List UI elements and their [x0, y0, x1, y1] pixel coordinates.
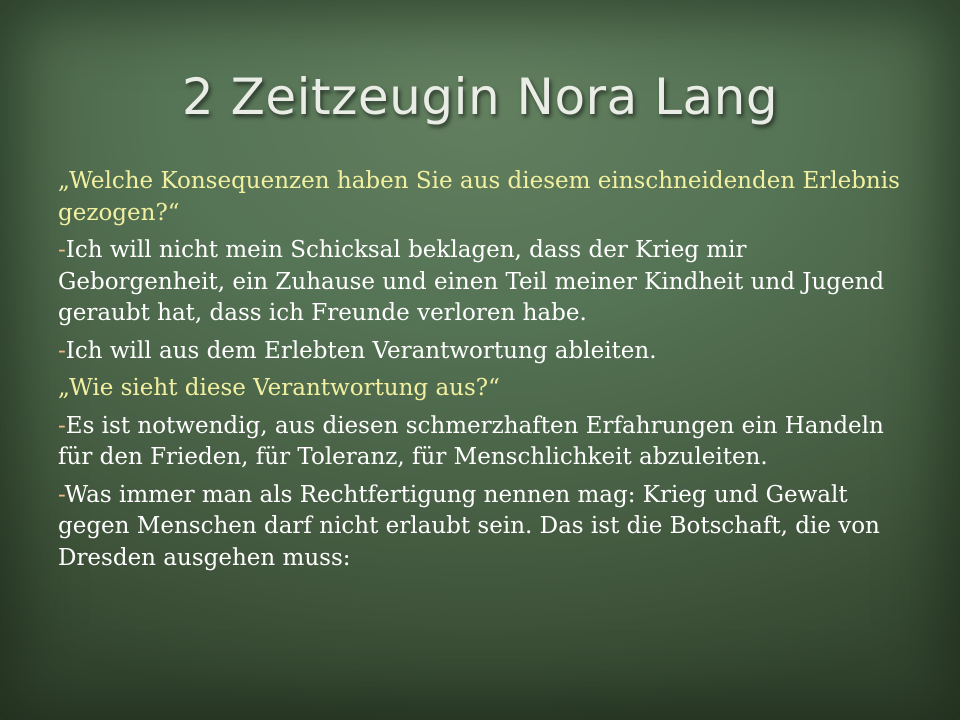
answer-paragraph: [58, 480, 908, 575]
paragraph-text: Was immer man als Rechtfertigung nennen mag: Krieg und Gewalt gegen Menschen darf nicht erlaubt sein. Das ist die Botschaft, die von Dresden ausgehen muss:: [58, 481, 880, 571]
bullet-dash: -: [58, 481, 65, 508]
answer-paragraph: [58, 235, 908, 330]
paragraph-text: „Wie sieht diese Verantwortung aus?“: [58, 375, 500, 401]
answer-paragraph: [58, 336, 908, 368]
paragraph-text: „Welche Konsequenzen haben Sie aus diesem einschneidenden Erlebnis gezogen?“: [58, 168, 900, 226]
answer-paragraph: [58, 411, 908, 474]
slide-title: 2 Zeitzeugin Nora Lang: [181, 68, 779, 126]
bullet-dash: -: [58, 337, 66, 364]
bullet-dash: -: [58, 237, 66, 263]
slide-body: [58, 166, 908, 580]
question-paragraph: [58, 166, 908, 229]
bullet-dash: -: [58, 412, 66, 439]
paragraph-text: Ich will aus dem Erlebten Verantwortung ableiten.: [65, 337, 657, 364]
paragraph-text: Es ist notwendig, aus diesen schmerzhaften Erfahrungen ein Handeln für den Frieden, für Toleranz, für Menschlichkeit abzuleiten.: [58, 412, 884, 470]
question-paragraph: [58, 373, 908, 405]
paragraph-text: Ich will nicht mein Schicksal beklagen, dass der Krieg mir Geborgenheit, ein Zuhause und einen Teil meiner Kindheit und Jugend geraubt hat, dass ich Freunde verloren habe.: [58, 237, 885, 326]
